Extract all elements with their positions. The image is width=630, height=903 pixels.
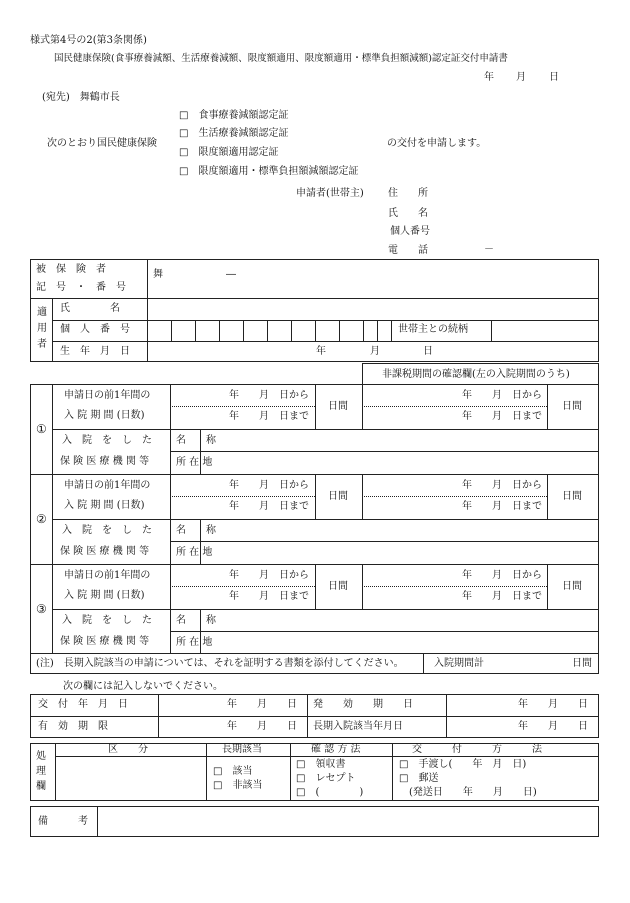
intro-text: 次のとおり国民健康保険 xyxy=(47,138,157,149)
applicant-label: 申請者(世帯主) xyxy=(296,188,364,199)
entry-3-nontax-to[interactable]: 年 月 日まで xyxy=(462,591,542,602)
nontax-caption: 非課税期間の確認欄(左の入院期間のうち) xyxy=(382,369,570,380)
entry-3-from[interactable]: 年 月 日から xyxy=(229,570,309,581)
entry-3-nontax-days: 日間 xyxy=(562,581,582,592)
total-unit: 日間 xyxy=(572,658,592,669)
entry-2-nontax-to[interactable]: 年 月 日まで xyxy=(462,501,542,512)
insured-label-2: 記 号 ・ 番 号 xyxy=(36,282,126,293)
phone-dash: － xyxy=(484,244,494,255)
issue-date-label: 交 付 年 月 日 xyxy=(38,699,128,710)
entry-1-period-label-1: 申請日の前1年間の xyxy=(64,390,151,401)
entry-1-inst-label-2: 保 険 医 療 機 関 等 xyxy=(60,456,150,467)
applicable-side-3: 者 xyxy=(37,339,47,350)
insured-prefix: 舞 xyxy=(153,269,163,280)
confirm-receipt-med[interactable]: □ レセプト xyxy=(296,773,356,784)
entry-2-inst-name: 名 称 xyxy=(176,525,216,536)
remarks-label: 備 考 xyxy=(38,816,88,827)
birth-year: 年 xyxy=(316,346,326,357)
entry-1-number: ① xyxy=(36,422,47,436)
insured-number-field[interactable] xyxy=(150,261,597,296)
col-long-stay: 長期該当 xyxy=(222,744,262,755)
date-month: 月 xyxy=(516,72,526,83)
entry-2-number: ② xyxy=(36,512,47,526)
entry-1-inst-addr: 所 在 地 xyxy=(176,457,213,468)
applicable-side-1: 適 xyxy=(37,307,47,318)
entry-3-nontax-from[interactable]: 年 月 日から xyxy=(462,570,542,581)
col-confirm: 確 認 方 法 xyxy=(311,744,361,755)
entry-1-from[interactable]: 年 月 日から xyxy=(229,390,309,401)
entry-1-days: 日間 xyxy=(328,401,348,412)
long-stay-no[interactable]: □ 非該当 xyxy=(213,780,263,791)
insured-label-1: 被 保 険 者 xyxy=(36,264,106,275)
entry-3-period-label-1: 申請日の前1年間の xyxy=(64,570,151,581)
form-title: 国民健康保険(食事療養減額、生活療養減額、限度額適用、限度額適用・標準負担額減額)認定証交付申請書 xyxy=(54,53,508,64)
delivery-hand[interactable]: □ 手渡し( 年 月 日) xyxy=(399,759,527,770)
option-living[interactable]: □ 生活療養減額認定証 xyxy=(179,128,289,139)
note-text: (注) 長期入院該当の申請については、それを証明する書類を添付してください。 xyxy=(36,658,404,669)
relation-field[interactable] xyxy=(493,321,597,340)
addressee: (宛先) 舞鶴市長 xyxy=(42,92,120,103)
applicable-id-label: 個 人 番 号 xyxy=(60,324,130,335)
confirm-receipt[interactable]: □ 領収書 xyxy=(296,759,346,770)
entry-2-period-label-2: 入 院 期 間 (日数) xyxy=(64,500,145,511)
option-limit[interactable]: □ 限度額適用認定証 xyxy=(179,147,279,158)
entry-2-nontax-days: 日間 xyxy=(562,491,582,502)
effective-date-label: 発 効 期 日 xyxy=(313,699,413,710)
outro-text: の交付を申請します。 xyxy=(387,138,487,149)
entry-3-inst-label-2: 保 険 医 療 機 関 等 xyxy=(60,636,150,647)
entry-3-number: ③ xyxy=(36,602,47,616)
entry-2-days: 日間 xyxy=(328,491,348,502)
applicable-id-field[interactable] xyxy=(149,321,389,340)
long-stay-date-value: 年 月 日 xyxy=(518,721,588,732)
entry-1-inst-label-1: 入 院 を し た xyxy=(62,435,152,446)
entry-1-period-label-2: 入 院 期 間 (日数) xyxy=(64,410,145,421)
long-stay-yes[interactable]: □ 該当 xyxy=(213,766,253,777)
applicable-side-2: 用 xyxy=(37,323,47,334)
birth-day: 日 xyxy=(423,346,433,357)
option-limit-reduced[interactable]: □ 限度額適用・標準負担額減額認定証 xyxy=(179,166,359,177)
delivery-mail[interactable]: □ 郵送 xyxy=(399,773,439,784)
entry-1-inst-name: 名 称 xyxy=(176,435,216,446)
date-year: 年 xyxy=(484,72,494,83)
effective-date-value: 年 月 日 xyxy=(518,699,588,710)
entry-2-inst-label-1: 入 院 を し た xyxy=(62,525,152,536)
applicable-name-field[interactable] xyxy=(149,300,597,318)
issue-date-value: 年 月 日 xyxy=(227,699,297,710)
total-label: 入院期間計 xyxy=(434,658,484,669)
applicant-address-label: 住 所 xyxy=(388,188,428,199)
entry-1-to[interactable]: 年 月 日まで xyxy=(229,411,309,422)
applicable-name-label: 氏 名 xyxy=(60,303,120,314)
long-stay-date-label: 長期入院該当年月日 xyxy=(313,721,403,732)
applicant-id-label: 個人番号 xyxy=(390,226,430,237)
entry-2-inst-label-2: 保 険 医 療 機 関 等 xyxy=(60,546,150,557)
confirm-other[interactable]: □ ( ) xyxy=(296,787,364,798)
entry-3-inst-addr: 所 在 地 xyxy=(176,637,213,648)
form-number: 様式第4号の2(第3条関係) xyxy=(30,35,147,46)
entry-3-inst-name: 名 称 xyxy=(176,615,216,626)
valid-period-value: 年 月 日 xyxy=(227,721,297,732)
office-caption: 次の欄には記入しないでください。 xyxy=(63,681,223,692)
date-day: 日 xyxy=(549,72,559,83)
insured-dash: ― xyxy=(226,269,236,280)
col-delivery: 交 付 方 法 xyxy=(412,744,542,755)
valid-period-label: 有 効 期 限 xyxy=(38,721,108,732)
processing-side-1: 処 xyxy=(36,751,46,762)
applicant-name-label: 氏 名 xyxy=(388,208,428,219)
nontax-caption-box xyxy=(362,363,599,384)
entry-2-period-label-1: 申請日の前1年間の xyxy=(64,480,151,491)
processing-side-3: 欄 xyxy=(36,781,46,792)
entry-1-nontax-days: 日間 xyxy=(562,401,582,412)
entry-3-inst-label-1: 入 院 を し た xyxy=(62,615,152,626)
col-category: 区 分 xyxy=(108,744,148,755)
entry-3-to[interactable]: 年 月 日まで xyxy=(229,591,309,602)
delivery-send-date: (発送日 年 月 日) xyxy=(399,787,537,798)
entry-2-inst-addr: 所 在 地 xyxy=(176,547,213,558)
applicant-phone-label: 電 話 xyxy=(388,245,428,256)
entry-1-nontax-from[interactable]: 年 月 日から xyxy=(462,390,542,401)
entry-3-days: 日間 xyxy=(328,581,348,592)
entry-1-nontax-to[interactable]: 年 月 日まで xyxy=(462,411,542,422)
entry-3-period-label-2: 入 院 期 間 (日数) xyxy=(64,590,145,601)
remarks-field[interactable] xyxy=(99,808,597,835)
birth-label: 生 年 月 日 xyxy=(60,346,130,357)
entry-2-to[interactable]: 年 月 日まで xyxy=(229,501,309,512)
processing-side-2: 理 xyxy=(36,766,46,777)
entry-2-nontax-from[interactable]: 年 月 日から xyxy=(462,480,542,491)
birth-month: 月 xyxy=(370,346,380,357)
option-food[interactable]: □ 食事療養減額認定証 xyxy=(179,110,289,121)
relation-label: 世帯主との続柄 xyxy=(398,324,468,335)
entry-2-from[interactable]: 年 月 日から xyxy=(229,480,309,491)
